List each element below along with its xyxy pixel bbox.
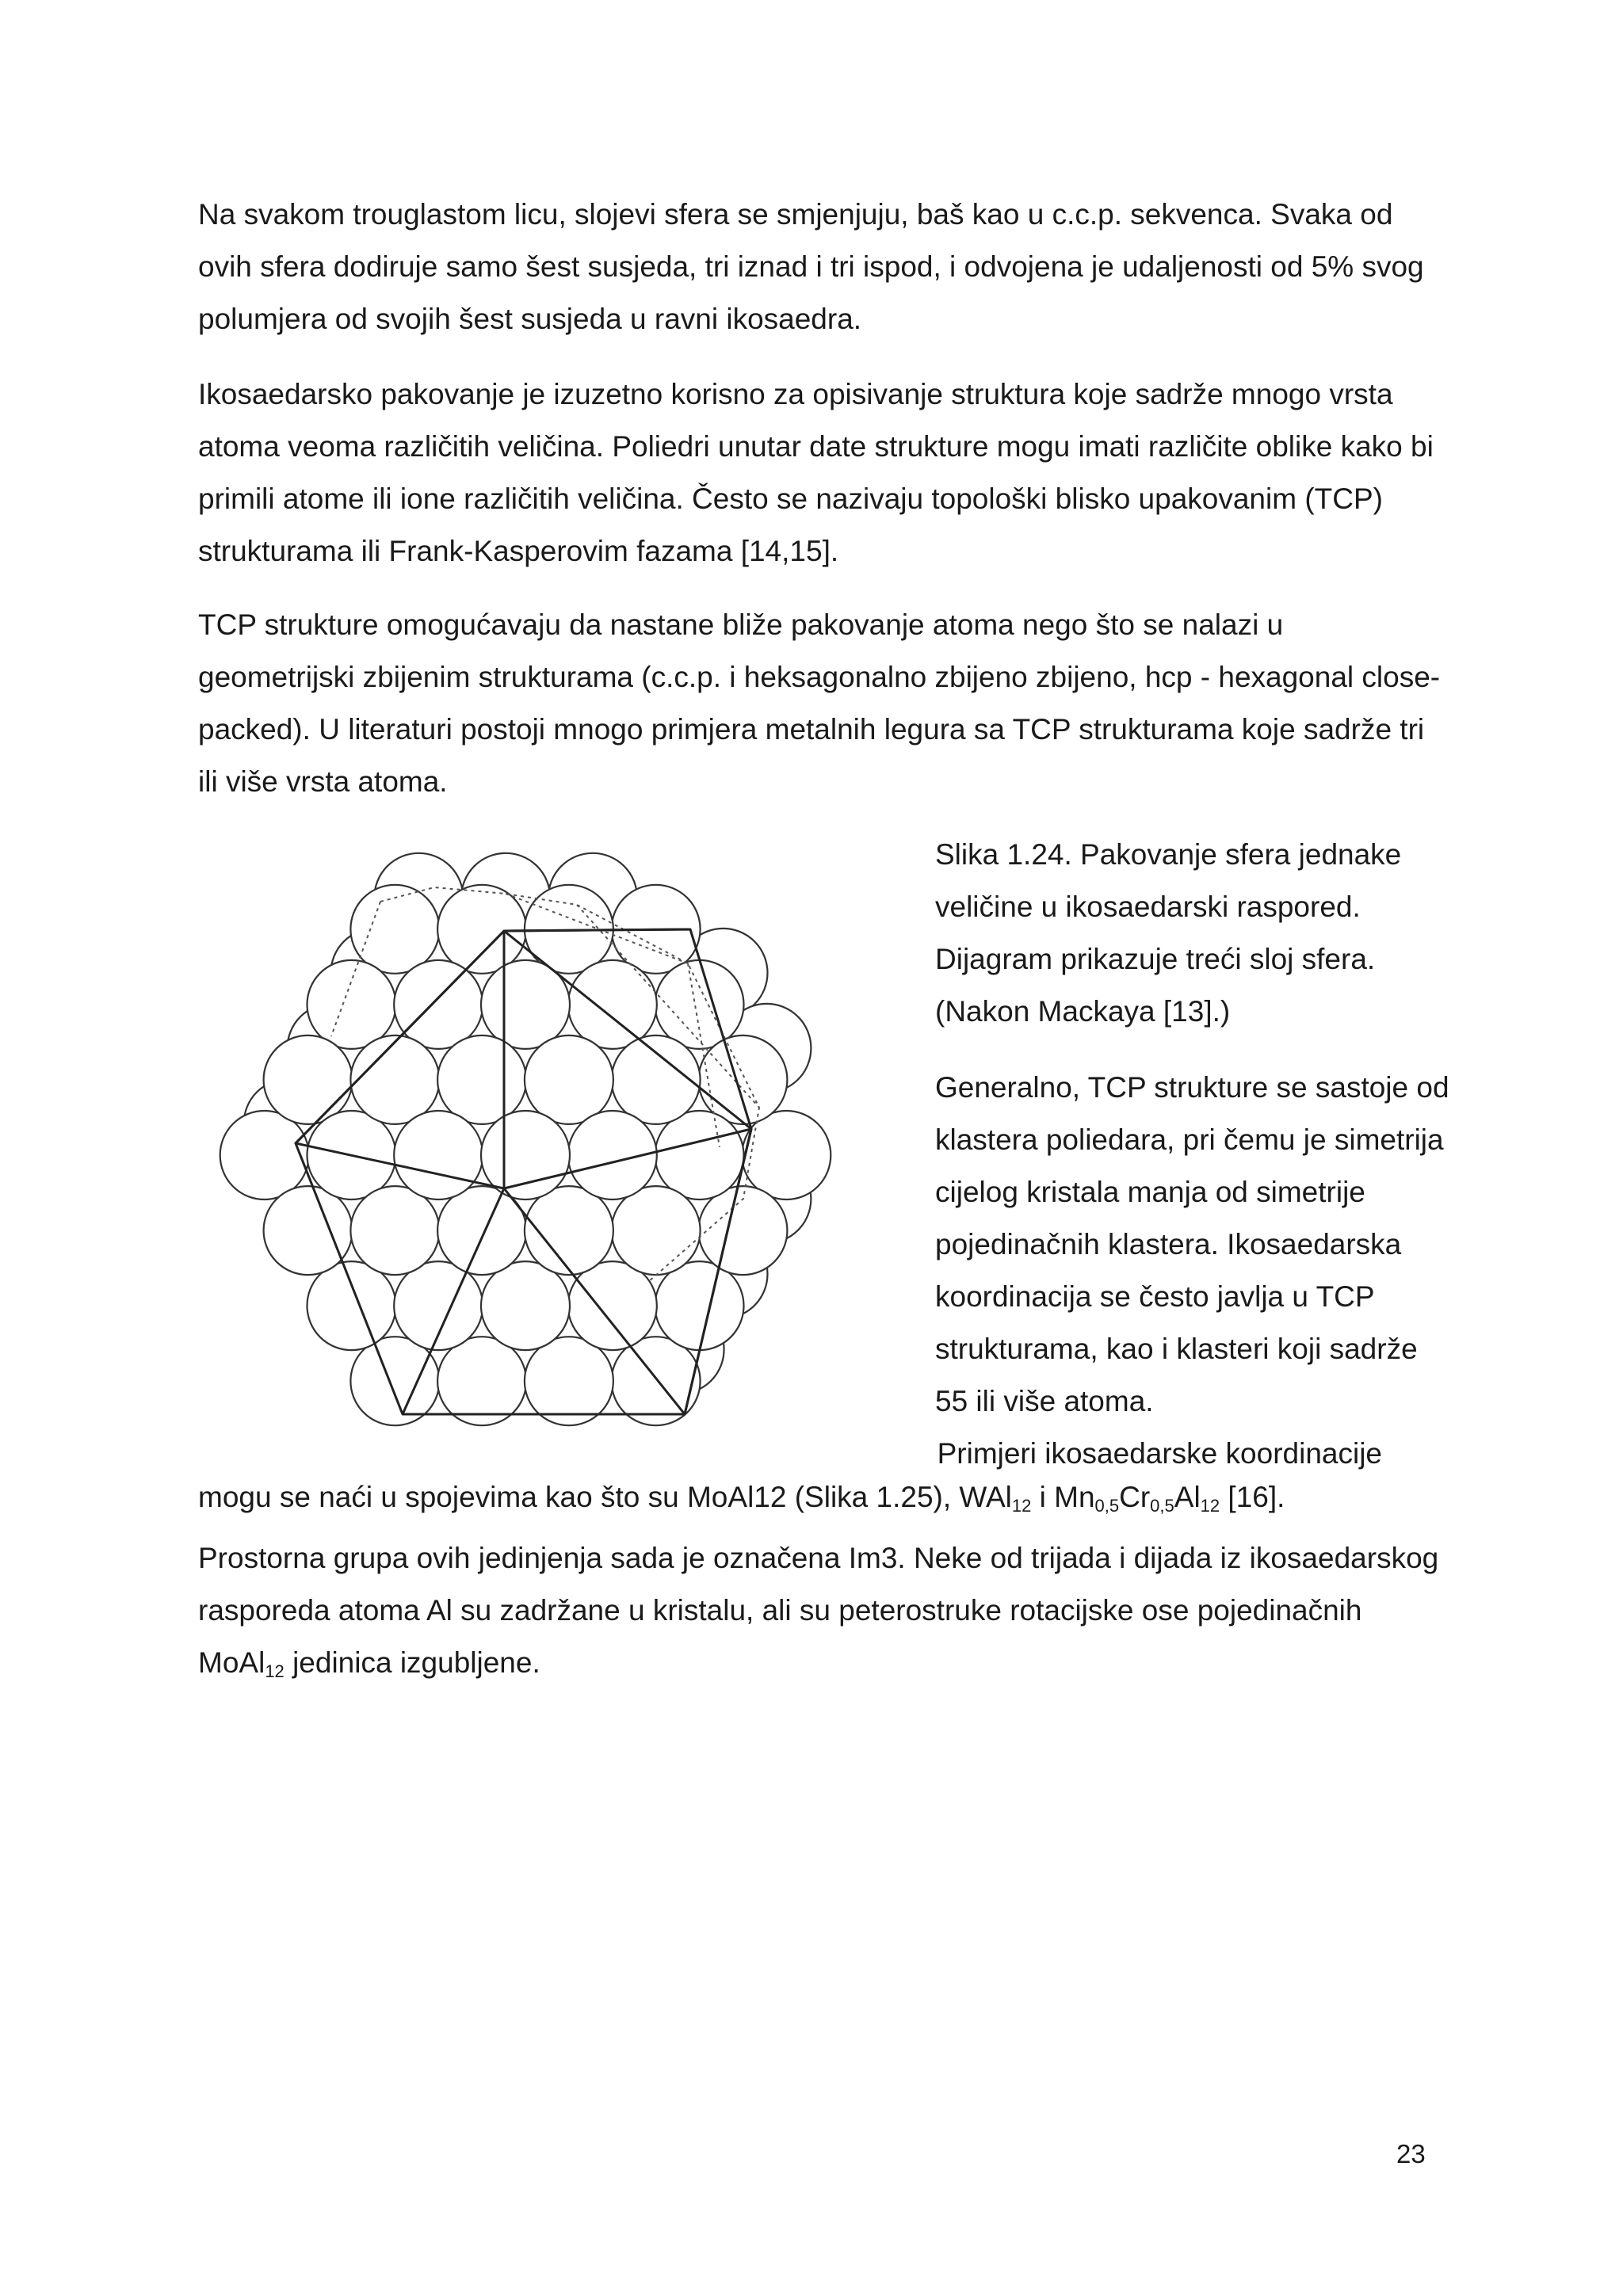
icosahedral-packing-figure (204, 838, 894, 1464)
top-edge (504, 929, 690, 931)
sphere-front-9 (525, 1337, 613, 1425)
sphere-front-30 (437, 1035, 526, 1124)
sphere-front-31 (525, 1035, 613, 1124)
sphere-front-18 (394, 960, 483, 1049)
sphere-front-21 (568, 1261, 657, 1350)
sphere-packing-diagram (204, 838, 894, 1464)
p5-sub-1: 12 (1011, 1496, 1032, 1516)
sphere-front-8 (437, 1337, 526, 1425)
sphere-front-13 (655, 1261, 744, 1350)
sphere-front-11 (655, 960, 744, 1049)
sphere-front-6 (437, 885, 526, 974)
p5-sub-5: 12 (265, 1661, 285, 1681)
sphere-front-29 (612, 1186, 701, 1275)
paragraph-5 (198, 1471, 1442, 1698)
sphere-front-34 (394, 1111, 483, 1199)
p5-text-5: [16]. (1220, 1481, 1285, 1513)
figure-caption: Slika 1.24. Pakovanje sfera jednake veličine u ikosaedarski raspored. Dijagram prikazuje treći sloj sfera. (Nakon Mackaya [13].) (935, 838, 1402, 1028)
paragraph-3: TCP strukture omogućavaju da nastane bliže pakovanje atoma nego što se nalazi u geometrijski zbijenim strukturama (c.c.p. i heksagonalno zbijeno zbijeno, hcp - hexagonal close-packed). U literaturi postoji mnogo primjera metalnih legura sa TCP strukturama koje sadrže tri ili više vrsta atoma. (198, 608, 1441, 798)
page-number: 23 (1396, 2139, 1426, 2168)
p5-text-4: Al (1174, 1481, 1201, 1513)
sphere-front-14 (264, 1035, 353, 1124)
p5-sub-2: 0,5 (1094, 1496, 1120, 1516)
p5-text-6: Prostorna grupa ovih jedinjenja sada je označena Im3. Neke od trijada i dijada iz ikosaedarskog rasporeda atoma Al su zadržane u kristalu, ali su peterostruke rotacijske ose pojedinačnih MoAl (198, 1542, 1439, 1679)
sphere-front-12 (307, 1261, 396, 1350)
paragraph-4-tail-text: Primjeri ikosaedarske koordinacije (937, 1437, 1382, 1470)
sphere-front-25 (481, 1261, 570, 1350)
p5-text-7: jedinica izgubljene. (284, 1646, 540, 1679)
sphere-front-26 (350, 1035, 439, 1124)
sphere-front-23 (655, 1111, 744, 1199)
paragraph-2: Ikosaedarsko pakovanje je izuzetno korisno za opisivanje struktura koje sadrže mnogo vrsta atoma veoma različitih veličina. Poliedri unutar date strukture mogu imati različite oblike kako bi primili atome ili ione različitih veličina. Često se nazivaju topološki blisko upakovanim (TCP) strukturama ili Frank-Kasperovim fazama [14,15]. (198, 378, 1434, 567)
sphere-front-19 (568, 960, 657, 1049)
p5-text-1: mogu se naći u spojevima kao što su MoAl12 (Slika 1.25), WAl (198, 1481, 1012, 1513)
sphere-front-4 (220, 1111, 309, 1199)
sphere-front-5 (742, 1111, 831, 1199)
sphere-front-2 (350, 1337, 439, 1425)
sphere-front-15 (698, 1035, 787, 1124)
p5-sub-3: 0,5 (1150, 1496, 1174, 1516)
p5-text-3: Cr (1119, 1481, 1151, 1513)
sphere-front-3 (612, 1337, 701, 1425)
paragraph-1: Na svakom trouglastom licu, slojevi sfera se smjenjuju, baš kao u c.c.p. sekvenca. Svaka od ovih sfera dodiruje samo šest susjeda, tri iznad i tri ispod, i odvojena je udaljenosti od 5% svog polumjera od svojih šest susjeda u ravni ikosaedra. (198, 198, 1424, 335)
p5-text-2: i Mn (1031, 1481, 1095, 1513)
sphere-front-10 (307, 960, 396, 1049)
sphere-front-28 (350, 1186, 439, 1275)
paragraph-4: Generalno, TCP strukture se sastoje od klastera poliedara, pri čemu je simetrija cijelog kristala manja od simetrije pojedinačnih klastera. Ikosaedarska koordinacija se često javlja u TCP strukturama, kao i klasteri koji sadrže 55 ili više atoma. (935, 1071, 1449, 1417)
sphere-front-16 (264, 1186, 353, 1275)
sphere-front-27 (612, 1035, 701, 1124)
p5-sub-4: 12 (1200, 1496, 1220, 1516)
